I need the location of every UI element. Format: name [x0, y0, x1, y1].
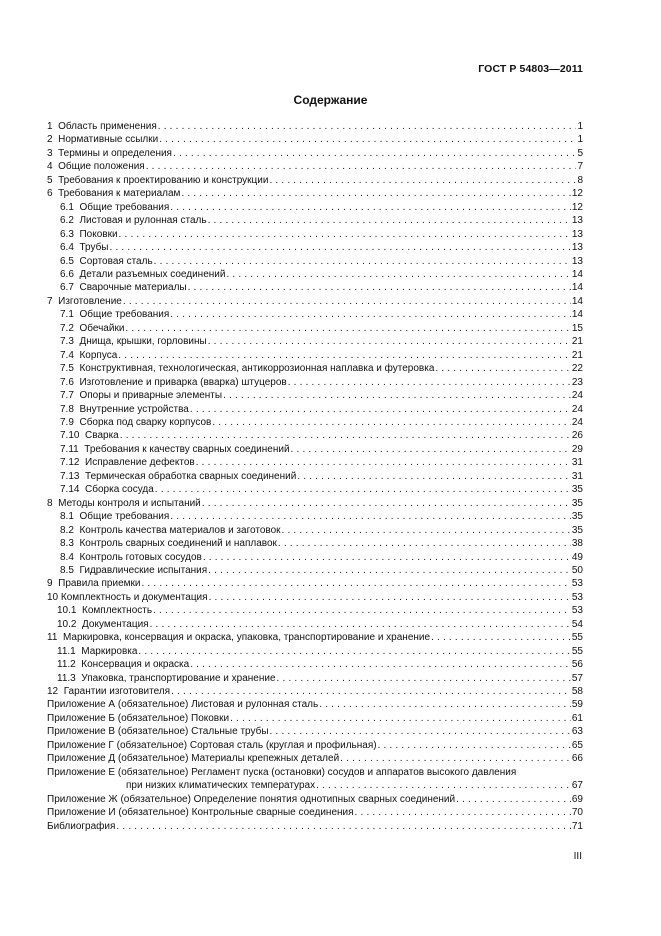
toc-leader-dots [153, 604, 571, 617]
toc-entry-number: 10.1 [57, 605, 77, 617]
toc-entry-number: 4 [47, 161, 53, 173]
toc-entry-page: 31 [571, 470, 583, 482]
toc-entry-number: 7.14 [60, 484, 80, 496]
toc-entry[interactable] [47, 376, 583, 389]
toc-entry-number: 6.3 [60, 228, 74, 240]
toc-leader-dots [170, 201, 571, 214]
toc-entry-page: 13 [571, 255, 583, 267]
toc-entry-text: Контроль сварных соединений и наплавок [79, 538, 277, 550]
toc-entry-page: 66 [571, 753, 583, 765]
toc-entry-number: 7.3 [60, 336, 74, 348]
toc-entry[interactable] [47, 658, 583, 671]
toc-entry-text: Обечайки [79, 322, 125, 334]
toc-entry-number: 7.7 [60, 390, 74, 402]
toc-entry[interactable] [47, 335, 583, 348]
toc-entry[interactable] [47, 510, 583, 523]
toc-entry-page: 65 [571, 739, 583, 751]
toc-leader-dots [123, 295, 571, 308]
table-of-contents [47, 120, 583, 833]
toc-entry-text: Требования к материалам [58, 188, 181, 200]
toc-entry-number: 6.6 [60, 268, 74, 280]
toc-entry-page: 23 [571, 376, 583, 388]
toc-entry-text: Корпуса [79, 349, 118, 361]
toc-leader-dots [208, 214, 571, 227]
toc-leader-dots [431, 631, 571, 644]
toc-entry-number: 11.2 [57, 659, 76, 671]
toc-leader-dots [155, 483, 571, 496]
toc-leader-dots [159, 133, 576, 146]
toc-entry-number: 8.5 [60, 564, 74, 576]
toc-entry[interactable] [47, 201, 583, 214]
toc-entry[interactable] [47, 564, 583, 577]
toc-entry[interactable] [47, 685, 583, 698]
toc-leader-dots [270, 725, 571, 738]
toc-entry-page: 50 [571, 564, 583, 576]
toc-entry[interactable] [47, 389, 583, 402]
toc-entry-page: 12 [571, 188, 583, 200]
toc-entry-number: 7.10 [60, 430, 80, 442]
toc-entry-text: Приложение Б (обязательное) Поковки [47, 712, 230, 724]
toc-leader-dots [316, 779, 571, 792]
toc-entry-number: 7 [47, 295, 53, 307]
toc-entry-text: Гидравлические испытания [79, 564, 208, 576]
toc-entry-page: 24 [571, 416, 583, 428]
toc-entry-text: Упаковка, транспортирование и хранение [81, 672, 276, 684]
toc-entry-page: 13 [571, 228, 583, 240]
toc-entry-page: 22 [571, 363, 583, 375]
toc-entry-number: 6.7 [60, 282, 74, 294]
toc-leader-dots [125, 322, 570, 335]
toc-leader-dots [158, 120, 577, 133]
toc-entry-text: при низких климатических температурах [126, 780, 316, 792]
toc-entry-text: Приложение В (обязательное) Стальные трубы [47, 726, 269, 738]
toc-entry-number: 11.1 [57, 645, 76, 657]
toc-entry-text: Термины и определения [58, 147, 172, 159]
toc-leader-dots [223, 389, 571, 402]
toc-leader-dots [278, 537, 571, 550]
toc-entry[interactable] [47, 645, 583, 658]
toc-entry-page: 53 [571, 605, 583, 617]
toc-entry-number: 8.2 [60, 524, 74, 536]
toc-leader-dots [288, 376, 571, 389]
toc-entry-page: 8 [577, 174, 583, 186]
toc-entry-number: 7.1 [60, 309, 74, 321]
toc-entry-page: 14 [571, 309, 583, 321]
toc-entry-text: Термическая обработка сварных соединений [85, 470, 297, 482]
toc-entry-text: Приложение Д (обязательное) Материалы крепежных деталей [47, 753, 340, 765]
toc-entry[interactable] [47, 739, 583, 752]
toc-entry-text: Гарантии изготовителя [63, 686, 171, 698]
toc-entry-page: 24 [571, 390, 583, 402]
toc-entry-text: Общие положения [58, 161, 145, 173]
toc-entry[interactable] [47, 362, 583, 375]
toc-entry-number: 7.2 [60, 322, 74, 334]
toc-leader-dots [150, 618, 571, 631]
toc-entry[interactable] [47, 228, 583, 241]
toc-leader-dots [196, 456, 571, 469]
toc-entry-text: Листовая и рулонная сталь [79, 215, 207, 227]
toc-entry-number: 7.4 [60, 349, 74, 361]
toc-entry-page: 55 [571, 632, 583, 644]
toc-entry-text: Конструктивная, технологическая, антикоррозионная наплавка и футеровка [79, 363, 435, 375]
toc-entry-text: Изготовление [58, 295, 122, 307]
toc-entry-page: 31 [571, 457, 583, 469]
toc-leader-dots [435, 362, 570, 375]
toc-leader-dots [190, 658, 571, 671]
toc-leader-dots [120, 429, 571, 442]
toc-entry-text: Трубы [79, 242, 109, 254]
toc-entry[interactable] [47, 147, 583, 160]
toc-leader-dots [456, 793, 571, 806]
toc-entry-text: Общие требования [79, 309, 170, 321]
toc-entry-page: 26 [571, 430, 583, 442]
toc-entry[interactable] [47, 766, 583, 779]
toc-entry-number: 6 [47, 188, 53, 200]
toc-entry-page: 53 [571, 578, 583, 590]
toc-leader-dots [141, 577, 570, 590]
toc-entry-text: Библиография [47, 820, 116, 832]
toc-entry-number: 12 [47, 686, 59, 698]
toc-entry-page: 69 [571, 793, 583, 805]
toc-entry-text: Внутренние устройства [79, 403, 189, 415]
page-number: III [573, 851, 582, 862]
toc-entry-text: Контроль качества материалов и заготовок [79, 524, 281, 536]
toc-entry-number: 7.12 [60, 457, 80, 469]
toc-entry[interactable] [47, 577, 583, 590]
toc-leader-dots [269, 174, 576, 187]
toc-entry-page: 55 [571, 645, 583, 657]
toc-entry[interactable] [47, 241, 583, 254]
toc-entry-text: Опоры и приварные элементы [79, 390, 223, 402]
toc-entry[interactable] [47, 160, 583, 173]
toc-entry-page: 13 [571, 242, 583, 254]
toc-entry[interactable] [47, 322, 583, 335]
toc-entry-text: Поковки [79, 228, 118, 240]
toc-entry[interactable] [47, 806, 583, 819]
toc-entry-page: 49 [571, 551, 583, 563]
toc-leader-dots [297, 470, 571, 483]
toc-leader-dots [340, 752, 571, 765]
toc-entry-page: 14 [571, 295, 583, 307]
toc-leader-dots [190, 403, 571, 416]
toc-entry[interactable] [47, 604, 583, 617]
toc-entry-page: 71 [571, 820, 583, 832]
toc-entry-text: Маркировка, консервация и окраска, упаковка, транспортирование и хранение [62, 632, 431, 644]
toc-entry-page: 58 [571, 686, 583, 698]
toc-entry-text: Детали разъемных соединений [79, 268, 226, 280]
toc-entry[interactable] [47, 295, 583, 308]
toc-entry-text: Сборка под сварку корпусов [79, 416, 212, 428]
toc-leader-dots [118, 349, 571, 362]
toc-entry-page: 15 [571, 322, 583, 334]
toc-entry-number: 7.13 [60, 470, 80, 482]
toc-entry-number: 6.2 [60, 215, 74, 227]
toc-entry[interactable] [47, 712, 583, 725]
toc-entry-page: 29 [571, 443, 583, 455]
toc-entry-text: Сборка сосуда [85, 484, 154, 496]
toc-entry-text: Требования к проектированию и конструкции [58, 174, 269, 186]
toc-entry-number: 5 [47, 174, 53, 186]
toc-leader-dots [181, 187, 570, 200]
toc-entry[interactable] [47, 725, 583, 738]
toc-leader-dots [171, 685, 571, 698]
toc-leader-dots [170, 510, 571, 523]
toc-entry-text: Комплектность [82, 605, 153, 617]
toc-entry[interactable] [47, 268, 583, 281]
toc-entry[interactable] [47, 672, 583, 685]
toc-entry-page: 53 [571, 591, 583, 603]
toc-entry-page: 35 [571, 511, 583, 523]
toc-entry-page: 1 [577, 134, 583, 146]
toc-entry-number: 8.1 [60, 511, 74, 523]
toc-entry-text: Сортовая сталь [79, 255, 153, 267]
toc-entry-number: 1 [47, 121, 53, 132]
toc-leader-dots [378, 739, 571, 752]
toc-entry-page: 5 [577, 147, 583, 159]
toc-leader-dots [154, 255, 571, 268]
toc-leader-dots [119, 228, 571, 241]
toc-entry-text: Общие требования [79, 511, 170, 523]
toc-leader-dots [291, 443, 571, 456]
toc-entry-page: 70 [571, 807, 583, 819]
toc-entry-number: 11 [47, 632, 58, 644]
toc-entry-page: 24 [571, 403, 583, 415]
toc-entry[interactable] [47, 591, 583, 604]
toc-leader-dots [138, 645, 570, 658]
toc-entry-page: 12 [571, 201, 583, 213]
toc-entry-page: 54 [571, 618, 583, 630]
toc-entry-number: 11.3 [57, 672, 76, 684]
toc-entry[interactable] [47, 497, 583, 510]
toc-entry[interactable] [47, 133, 583, 146]
toc-entry[interactable] [47, 120, 583, 133]
toc-leader-dots [203, 551, 571, 564]
toc-entry-number: 6.4 [60, 242, 74, 254]
toc-entry-page: 13 [571, 215, 583, 227]
toc-entry[interactable] [47, 793, 583, 806]
toc-leader-dots [230, 712, 571, 725]
toc-entry-number: 9 [47, 578, 53, 590]
toc-entry-page: 38 [571, 538, 583, 550]
toc-entry[interactable] [47, 429, 583, 442]
toc-entry-number: 7.9 [60, 416, 74, 428]
toc-entry-text: Комплектность и документация [60, 591, 208, 603]
toc-entry-page: 7 [577, 161, 583, 173]
toc-entry[interactable] [47, 698, 583, 711]
toc-entry-continuation[interactable] [47, 779, 583, 792]
toc-entry-page: 57 [571, 672, 583, 684]
toc-leader-dots [282, 524, 571, 537]
toc-entry[interactable] [47, 174, 583, 187]
toc-leader-dots [173, 147, 576, 160]
toc-entry-text: Изготовление и приварка (вварка) штуцеров [79, 376, 287, 388]
page-title: Содержание [293, 93, 368, 107]
toc-entry-page: 35 [571, 484, 583, 496]
toc-leader-dots [355, 806, 571, 819]
toc-entry[interactable] [47, 524, 583, 537]
toc-entry-text: Маркировка [81, 645, 138, 657]
toc-entry-text: Сварочные материалы [79, 282, 187, 294]
toc-entry[interactable] [47, 752, 583, 765]
toc-entry-text: Общие требования [79, 201, 170, 213]
toc-entry-text: Приложение Г (обязательное) Сортовая сталь (круглая и профильная) [47, 739, 377, 751]
toc-entry[interactable] [47, 618, 583, 631]
toc-entry-number: 3 [47, 147, 53, 159]
toc-entry-text: Приложение Ж (обязательное) Определение понятия однотипных сварных соединений [47, 793, 456, 805]
toc-entry[interactable] [47, 403, 583, 416]
toc-entry-text: Приложение Е (обязательное) Регламент пуска (остановки) сосудов и аппаратов высокого давления [47, 766, 517, 778]
toc-entry-number: 10.2 [57, 618, 77, 630]
toc-leader-dots [202, 497, 571, 510]
toc-entry-text: Консервация и окраска [81, 659, 190, 671]
toc-entry-number: 7.8 [60, 403, 74, 415]
toc-entry[interactable] [47, 187, 583, 200]
toc-leader-dots [208, 564, 571, 577]
toc-entry[interactable] [47, 349, 583, 362]
toc-entry-number: 7.6 [60, 376, 74, 388]
toc-entry[interactable] [47, 416, 583, 429]
toc-entry-page: 21 [571, 336, 583, 348]
toc-leader-dots [188, 281, 571, 294]
toc-leader-dots [110, 241, 571, 254]
toc-entry-number: 7.5 [60, 363, 74, 375]
toc-entry-page: 67 [571, 780, 583, 792]
toc-entry-text: Приложение И (обязательное) Контрольные сварные соединения [47, 807, 354, 819]
toc-entry[interactable] [47, 537, 583, 550]
toc-entry-page: 63 [571, 726, 583, 738]
toc-entry-text: Требования к качеству сварных соединений [84, 443, 290, 455]
toc-entry-page: 56 [571, 659, 583, 671]
toc-leader-dots [277, 672, 571, 685]
toc-leader-dots [170, 308, 571, 321]
toc-leader-dots [208, 335, 571, 348]
toc-entry-number: 7.11 [60, 443, 79, 455]
toc-entry-number: 8 [47, 497, 53, 509]
toc-entry[interactable] [47, 214, 583, 227]
toc-leader-dots [226, 268, 570, 281]
toc-entry-number: 6.1 [60, 201, 74, 213]
toc-entry-text: Исправление дефектов [85, 457, 195, 469]
toc-entry-text: Правила приемки [58, 578, 141, 590]
document-standard-header: ГОСТ Р 54803—2011 [478, 63, 583, 75]
toc-entry-page: 14 [571, 268, 583, 280]
toc-entry[interactable] [47, 443, 583, 456]
toc-entry-text: Контроль готовых сосудов [79, 551, 202, 563]
toc-entry-text: Документация [82, 618, 149, 630]
toc-entry-page: 59 [571, 699, 583, 711]
toc-leader-dots [319, 698, 571, 711]
toc-entry[interactable] [47, 255, 583, 268]
toc-entry-text: Область применения [58, 121, 157, 132]
toc-entry-number: 6.5 [60, 255, 74, 267]
toc-entry-page: 14 [571, 282, 583, 294]
toc-entry-page: 1 [577, 121, 583, 132]
toc-entry-page: 35 [571, 524, 583, 536]
toc-entry[interactable] [47, 470, 583, 483]
toc-entry-number: 8.3 [60, 538, 74, 550]
toc-entry-page: 21 [571, 349, 583, 361]
toc-entry-text: Сварка [85, 430, 119, 442]
toc-entry[interactable] [47, 551, 583, 564]
toc-entry[interactable] [47, 308, 583, 321]
toc-leader-dots [209, 591, 571, 604]
toc-entry[interactable] [47, 456, 583, 469]
toc-entry[interactable] [47, 631, 583, 644]
toc-leader-dots [146, 160, 577, 173]
toc-entry-number: 10 [47, 591, 59, 603]
toc-entry-text: Нормативные ссылки [58, 134, 159, 146]
toc-leader-dots [116, 820, 570, 833]
toc-entry-number: 8.4 [60, 551, 74, 563]
toc-entry[interactable] [47, 483, 583, 496]
toc-entry[interactable] [47, 281, 583, 294]
toc-entry-text: Приложение А (обязательное) Листовая и рулонная сталь [47, 699, 319, 711]
toc-entry-page: 35 [571, 497, 583, 509]
toc-leader-dots [212, 416, 571, 429]
toc-entry-text: Методы контроля и испытаний [58, 497, 201, 509]
toc-entry-text: Днища, крышки, горловины [79, 336, 207, 348]
toc-entry-page: 61 [571, 712, 583, 724]
toc-entry[interactable] [47, 820, 583, 833]
toc-entry-number: 2 [47, 134, 53, 146]
